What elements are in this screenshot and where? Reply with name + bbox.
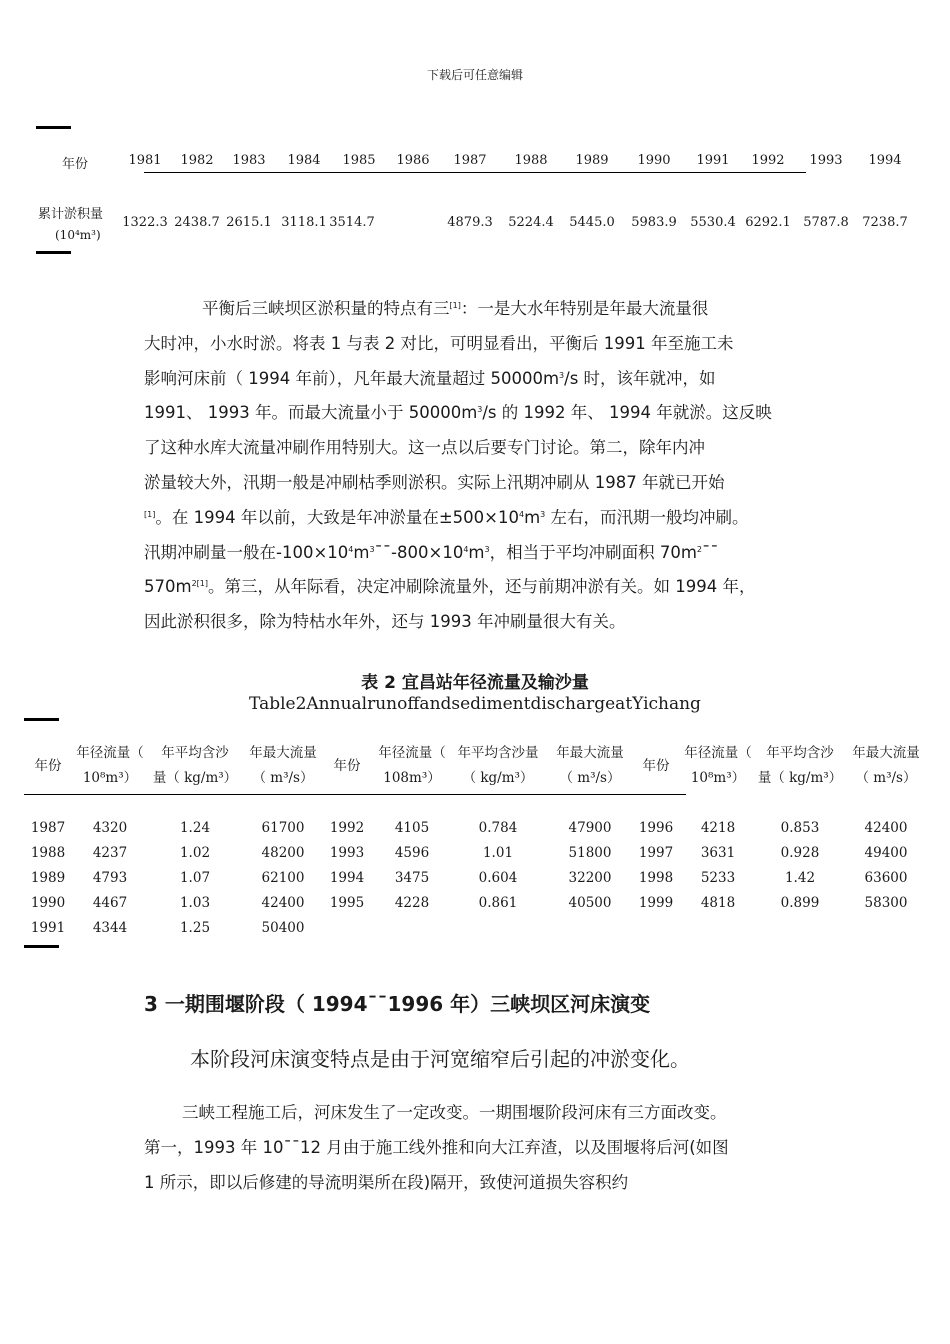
table-cell: 32200 [568,870,612,886]
deposit-cell: 5787.8 [803,215,849,230]
year-cell: 1988 [514,153,548,168]
table-cell: 3475 [394,870,430,886]
row-label-deposit: 累计淤积量 [38,207,104,222]
table-cell: 0.928 [780,845,820,861]
header-runoff-unit: 108m³） [383,770,441,786]
superscript: 3 [484,544,490,554]
deposit-cell: 3514.7 [329,215,375,230]
text: ¯¯-800×10 [374,542,464,562]
header-runoff-unit: 10⁸m³） [82,770,138,786]
year-cell: 1987 [453,153,487,168]
header-runoff-unit: 10⁸m³） [690,770,746,786]
text: 1991、 1993 年。而最大流量小于 50000m [144,403,478,423]
year-cell: 1986 [396,153,430,168]
deposit-cell: 3118.1 [281,215,327,230]
header-runoff: 年径流量（ [76,745,144,761]
text: 。第三，从年际看，决定冲刷除流量外，还与前期冲淤有关。如 1994 年， [208,577,756,597]
header-runoff: 年径流量（ [684,745,752,761]
table-cell: 4818 [700,895,736,911]
table-cell: 42400 [864,820,908,836]
year-cell: 1991 [696,153,730,168]
deposit-cell: 5445.0 [569,215,615,230]
table-cell: 1998 [638,870,674,886]
deposit-cell: 6292.1 [745,215,791,230]
row-label-year: 年份 [62,157,89,172]
section-subheading: 本阶段河床演变特点是由于河宽缩窄后引起的冲淤变化。 [190,1047,690,1071]
table-cell: 62100 [261,870,305,886]
table-cell: 48200 [261,845,305,861]
table-cell: 0.899 [780,895,820,911]
table-cell: 1987 [30,820,66,836]
table-cell: 4218 [700,820,736,836]
table-cell: 51800 [568,845,612,861]
superscript: 2 [191,579,197,589]
table-cell: 4344 [92,920,128,936]
table-cell: 4320 [92,820,128,836]
text: 平衡后三峡坝区淤积量的特点有三 [202,299,450,318]
page-header: 下载后可任意编辑 [426,68,523,82]
table-2-caption-cn: 表 2 宜昌站年径流量及输沙量 [361,673,589,693]
text-line: 1 所示，即以后修建的导流明渠所在段)隔开，致使河道损失容积约 [144,1172,629,1192]
table-rule [24,945,59,948]
table-cell: 1992 [329,820,365,836]
text: 左右，而汛期一般均冲刷。 [545,507,749,527]
year-cell: 1990 [637,153,671,168]
year-cell: 1982 [180,153,214,168]
table-cell: 1996 [638,820,674,836]
superscript: 4 [518,509,525,519]
table-cell: 58300 [864,895,908,911]
table-cell: 1994 [329,870,365,886]
table-cell: 4105 [394,820,430,836]
table-cell: 1.02 [179,845,211,861]
text: ¯¯ [702,542,719,562]
table-cell: 1995 [329,895,365,911]
deposit-cell: 5530.4 [690,215,736,230]
year-cell: 1989 [575,153,609,168]
table-cell: 42400 [261,895,305,911]
header-maxflow-unit: （ m³/s） [855,770,917,786]
text: m [353,542,370,562]
text: ，相当于平均冲刷面积 70m [489,542,697,562]
header-year: 年份 [34,758,62,774]
header-maxflow: 年最大流量 [249,745,317,761]
header-sediment: 年平均含沙 [766,745,834,761]
table-cell: 1997 [638,845,674,861]
deposit-cell: 7238.7 [862,215,908,230]
text: 影响河床前（ 1994 年前），凡年最大流量超过 50000m [144,368,560,388]
deposit-cell: 1322.3 [122,215,168,230]
table-cell: 4793 [92,870,128,886]
text-line: 三峡工程施工后，河床发生了一定改变。一期围堰阶段河床有三方面改变。 [182,1103,727,1122]
text: 。在 1994 年以前，大致是年冲淤量在±500×10 [155,507,519,527]
text: m [468,542,485,562]
header-maxflow-unit: （ m³/s） [252,770,314,786]
table-cell: 1.25 [179,920,211,936]
table-cell: 0.861 [478,895,518,911]
header-maxflow: 年最大流量 [852,745,920,761]
paragraph-1 [144,292,824,640]
table-cell: 47900 [568,820,612,836]
year-cell: 1993 [809,153,843,168]
header-runoff: 年径流量（ [378,745,446,761]
citation: [1] [449,301,461,310]
text: /s 时，该年就冲，如 [564,368,716,388]
superscript: 3 [559,370,565,380]
year-cell: 1983 [232,153,266,168]
deposit-cell: 4879.3 [447,215,493,230]
table-cell: 4228 [394,895,430,911]
table-cell: 5233 [700,870,736,886]
text-line: 大时冲，小水时淤。将表 1 与表 2 对比，可明显看出，平衡后 1991 年至施工未 [144,333,734,353]
text-line: 淤量较大外，汛期一般是冲刷枯季则淤积。实际上汛期冲刷从 1987 年就已开始 [144,472,725,492]
table-rule [24,718,59,721]
table-cell: 1993 [329,845,365,861]
table-cell: 63600 [864,870,908,886]
header-sediment-unit: 量（ kg/m³） [152,770,238,786]
table-2-caption-en: Table2AnnualrunoffandsedimentdischargeatYichang [249,694,701,714]
table-cell: 4237 [92,845,128,861]
paragraph-2 [144,1096,824,1200]
table-cell: 3631 [700,845,736,861]
header-year: 年份 [642,758,670,774]
deposit-cell: 2438.7 [174,215,220,230]
table-cell: 4467 [92,895,128,911]
superscript: 3 [540,509,546,519]
text: ：一是大水年特别是年最大流量很 [460,299,709,318]
deposit-cell: 2615.1 [226,215,272,230]
year-cell: 1984 [287,153,321,168]
header-sediment-unit: 量（ kg/m³） [757,770,843,786]
header-sediment-unit: （ kg/m³） [462,770,534,786]
table-cell: 1.24 [179,820,211,836]
table-cell: 1988 [30,845,66,861]
header-year: 年份 [333,758,361,774]
table-cell: 50400 [261,920,305,936]
table-cell: 49400 [864,845,908,861]
text: m [524,507,541,527]
text-line: 第一，1993 年 10¯¯12 月由于施工线外推和向大江弃渣，以及围堰将后河(如图 [144,1137,729,1157]
section-heading: 3 一期围堰阶段（ 1994¯¯1996 年）三峡坝区河床演变 [144,992,651,1016]
superscript: 3 [477,405,483,415]
superscript: 2 [696,544,703,554]
superscript: 4 [463,544,469,554]
table-cell: 1989 [30,870,66,886]
header-sediment: 年平均含沙 [161,745,229,761]
deposit-cell: 5224.4 [508,215,554,230]
deposit-cell: 5983.9 [631,215,677,230]
table-rule [144,172,806,173]
year-cell: 1981 [128,153,162,168]
superscript: 4 [348,544,354,554]
table-rule [24,794,686,795]
header-maxflow-unit: （ m³/s） [559,770,621,786]
table-cell: 0.853 [780,820,820,836]
citation: [1] [144,509,156,519]
text-line: 因此淤积很多，除为特枯水年外，还与 1993 年冲刷量很大有关。 [144,612,626,632]
table-cell: 0.604 [478,870,518,886]
superscript: 3 [369,544,375,554]
text: 570m [144,577,192,597]
table-cell: 1991 [30,920,66,936]
year-cell: 1985 [342,153,376,168]
header-sediment: 年平均含沙量 [457,745,539,761]
table-cell: 0.784 [478,820,518,836]
citation: [1] [196,579,209,589]
table-cell: 1.01 [482,845,514,861]
table-cell: 61700 [261,820,305,836]
table-cell: 1.42 [784,870,816,886]
table-cell: 1.07 [179,870,211,886]
row-label-deposit-unit: (10⁴m³) [55,228,101,242]
table-cell: 1990 [30,895,66,911]
text: 汛期冲刷量一般在-100×10 [144,542,349,562]
table-cell: 4596 [394,845,430,861]
table-cell: 1999 [638,895,674,911]
table-rule [36,126,71,129]
table-rule [36,251,71,254]
table-cell: 40500 [568,895,612,911]
table-cell: 1.03 [179,895,211,911]
header-maxflow: 年最大流量 [556,745,624,761]
year-cell: 1994 [868,153,902,168]
text: /s 的 1992 年、 1994 年就淤。这反映 [482,403,772,423]
text-line: 了这种水库大流量冲刷作用特别大。这一点以后要专门讨论。第二，除年内冲 [144,438,705,458]
year-cell: 1992 [751,153,785,168]
